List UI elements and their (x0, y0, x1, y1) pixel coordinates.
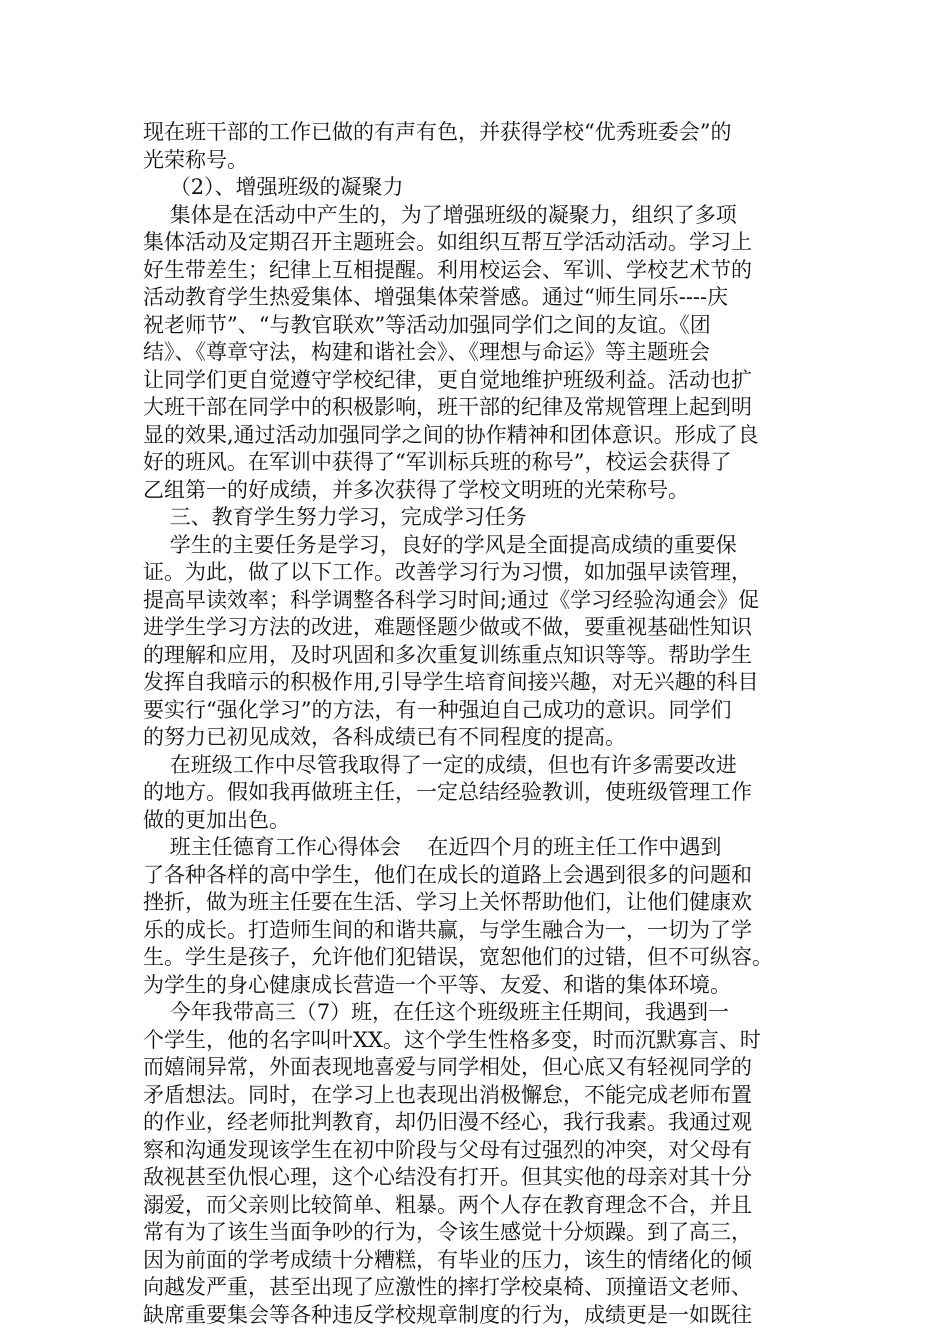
text-line: 让同学们更自觉遵守学校纪律，更自觉地维护班级利益。活动也扩 (143, 367, 752, 392)
text-line: 发挥自我暗示的积极作用,引导学生培育间接兴趣，对无兴趣的科目 (143, 670, 759, 694)
text-line: 好的班风。在军训中获得了“军训标兵班的称号”，校运会获得了 (143, 450, 732, 474)
text-line: 三、教育学生努力学习，完成学习任务 (143, 505, 527, 529)
text-line: 好生带差生；纪律上互相提醒。利用校运会、军训、学校艺术节的 (143, 257, 752, 282)
text-line: 缺席重要集会等各种违反学校规章制度的行为，成绩更是一如既往 (143, 1302, 752, 1327)
text-line: 进学生学习方法的改进，难题怪题少做或不做，要重视基础性知识 (143, 615, 752, 639)
text-line: 做的更加出色。 (143, 807, 290, 832)
text-line: 祝老师节”、“与教官联欢”等活动加强同学们之间的友谊。《团 (143, 312, 711, 337)
text-line: 的作业，经老师批判教育，却仍旧漫不经心，我行我素。我通过观 (143, 1110, 752, 1134)
text-line: 个学生，他的名字叫叶XX。这个学生性格多变，时而沉默寡言、时 (143, 1027, 761, 1052)
text-line: 的地方。假如我再做班主任，一定总结经验教训，使班级管理工作 (143, 780, 752, 804)
text-line: 的努力已初见成效，各科成绩已有不同程度的提高。 (143, 725, 626, 749)
text-line: 提高早读效率；科学调整各科学习时间;通过《学习经验沟通会》促 (143, 587, 760, 612)
text-line: 活动教育学生热爱集体、增强集体荣誉感。通过“师生同乐----庆 (143, 285, 729, 309)
text-line: 生。学生是孩子，允许他们犯错误，宽恕他们的过错，但不可纵容。 (143, 945, 773, 969)
text-line: 察和沟通发现该学生在初中阶段与父母有过强烈的冲突，对父母有 (143, 1137, 752, 1162)
text-line: 大班干部在同学中的积极影响，班干部的纪律及常规管理上起到明 (143, 395, 752, 419)
text-line: 要实行“强化学习”的方法，有一种强迫自己成功的意识。同学们 (143, 697, 732, 722)
text-line: 的理解和应用，及时巩固和多次重复训练重点知识等等。帮助学生 (143, 642, 752, 667)
text-line: 而嬉闹异常，外面表现地喜爱与同学相处，但心底又有轻视同学的 (143, 1055, 752, 1079)
text-line: 常有为了该生当面争吵的行为，令该生感觉十分烦躁。到了高三， (143, 1220, 752, 1244)
text-line: 集体活动及定期召开主题班会。如组织互帮互学活动活动。学习上 (143, 230, 752, 254)
text-line: 溺爱，而父亲则比较简单、粗暴。两个人存在教育理念不合，并且 (143, 1192, 752, 1217)
text-line: 现在班干部的工作已做的有声有色，并获得学校“优秀班委会”的 (143, 120, 732, 144)
text-line: 敌视甚至仇恨心理，这个心结没有打开。但其实他的母亲对其十分 (143, 1165, 752, 1189)
text-line: 显的效果,通过活动加强同学之间的协作精神和团体意识。形成了良 (143, 422, 759, 447)
text-line: 为学生的身心健康成长营造一个平等、友爱、和谐的集体环境。 (143, 972, 731, 997)
text-line: 了各种各样的高中学生，他们在成长的道路上会遇到很多的问题和 (143, 862, 752, 887)
text-line: 集体是在活动中产生的，为了增强班级的凝聚力，组织了多项 (143, 202, 737, 227)
text-line: 乐的成长。打造师生间的和谐共赢，与学生融合为一，一切为了学 (143, 917, 752, 942)
text-line: 结》、《尊章守法，构建和谐社会》、《理想与命运》等主题班会 (143, 340, 710, 364)
text-line: 学生的主要任务是学习，良好的学风是全面提高成绩的重要保 (143, 532, 737, 557)
text-line: 乙组第一的好成绩，并多次获得了学校文明班的光荣称号。 (143, 477, 689, 502)
text-line: 今年我带高三（7）班，在任这个班级班主任期间，我遇到一 (143, 1000, 730, 1024)
text-line: 光荣称号。 (143, 147, 248, 172)
text-line: 因为前面的学考成绩十分糟糕，有毕业的压力，该生的情绪化的倾 (143, 1247, 752, 1272)
text-line: 向越发严重，甚至出现了应激性的摔打学校桌椅、顶撞语文老师、 (143, 1275, 752, 1299)
text-line: 挫折，做为班主任要在生活、学习上关怀帮助他们，让他们健康欢 (143, 890, 752, 914)
text-line: 矛盾想法。同时，在学习上也表现出消极懈怠，不能完成老师布置 (143, 1082, 752, 1107)
document-body (143, 119, 823, 1329)
text-line: （2）、增强班级的凝聚力 (143, 175, 404, 199)
text-line: 班主任德育工作心得体会 在近四个月的班主任工作中遇到 (143, 835, 722, 859)
text-line: 证。为此，做了以下工作。改善学习行为习惯，如加强早读管理， (143, 560, 752, 584)
text-line: 在班级工作中尽管我取得了一定的成绩，但也有许多需要改进 (143, 752, 737, 777)
